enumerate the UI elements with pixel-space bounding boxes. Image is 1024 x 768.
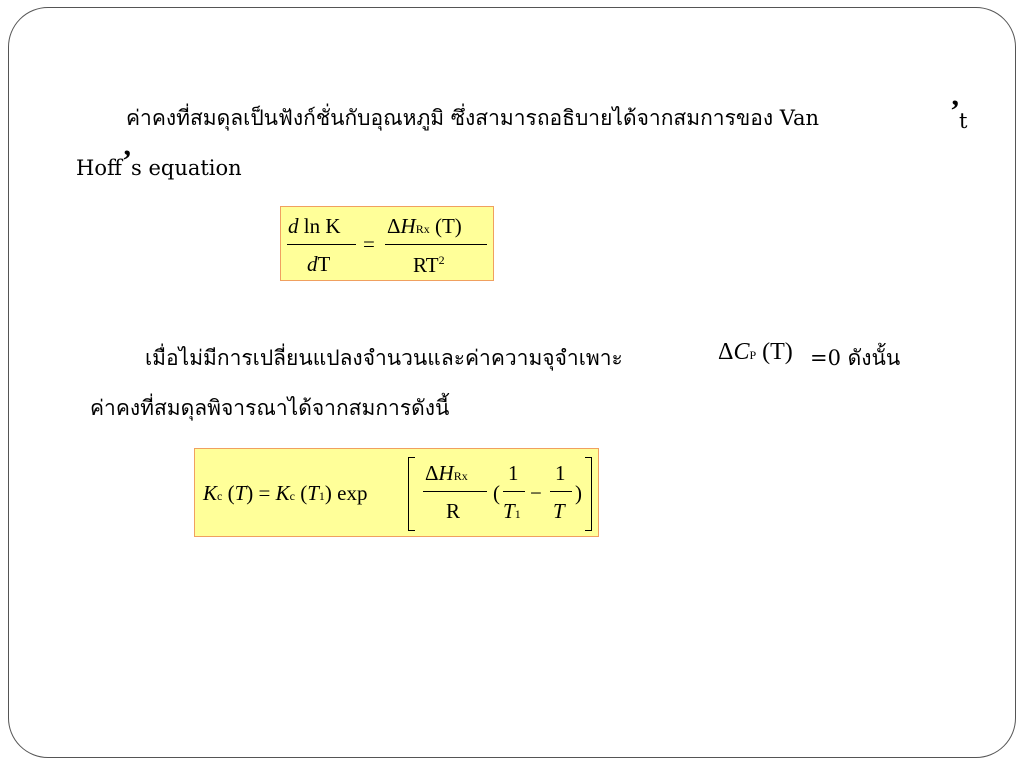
eq2-fraction-denominator: R (446, 499, 461, 523)
eq1-lhs-denominator: dT (307, 252, 331, 276)
eq1-lhs-fraction-line (287, 244, 356, 245)
paragraph1-line2-b: s equation (131, 156, 242, 180)
eq2-left-bracket (408, 457, 415, 531)
eq2-inv-t-line (550, 491, 572, 492)
eq2-inv-t-denominator: T (553, 499, 565, 523)
eq1-lhs-numerator: d ln K (288, 214, 341, 238)
apostrophe-mark: ’ (122, 144, 132, 177)
apostrophe-mark: ’ (950, 94, 960, 127)
eq2-lhs: Kc (T) = Kc (T1) exp (203, 481, 368, 505)
eq2-open-paren: ( (493, 481, 500, 505)
eq1-rhs-numerator: ΔHRx (T) (387, 214, 462, 238)
eq2-minus: − (530, 481, 542, 505)
paragraph1-line1-tail: t (959, 109, 968, 133)
eq2-right-bracket (585, 457, 592, 531)
eq1-rhs-denominator: $RT^2$ (413, 253, 445, 277)
paragraph2-suffix: =0 ดังนั้น (810, 346, 901, 370)
eq2-inv-t1-line (503, 491, 525, 492)
paragraph2-line1: เมื่อไม่มีการเปลี่ยนแปลงจำนวนและค่าความจุจำเพาะ (145, 346, 623, 370)
eq1-equals: = (363, 232, 375, 256)
equation2-box (194, 448, 599, 537)
paragraph2-line2: ค่าคงที่สมดุลพิจารณาได้จากสมการดังนี้ (90, 396, 450, 420)
eq2-close-paren: ) (575, 481, 582, 505)
paragraph1-line1: ค่าคงที่สมดุลเป็นฟังก์ชั่นกับอุณหภูมิ ซึ่งสามารถอธิบายได้จากสมการของ Van (126, 106, 820, 130)
eq2-fraction-line (423, 491, 487, 492)
eq2-inv-t1-denominator: T1 (503, 499, 521, 523)
eq2-fraction-numerator: ΔHRx (425, 461, 468, 485)
eq1-rhs-fraction-line (385, 244, 487, 245)
paragraph1-line2-a: Hoff (76, 156, 122, 180)
eq2-inv-t-numerator: 1 (555, 461, 566, 485)
equation1-box (280, 206, 494, 281)
delta-cp-expression: ΔCP (T) (718, 339, 793, 365)
eq2-inv-t1-numerator: 1 (508, 461, 519, 485)
